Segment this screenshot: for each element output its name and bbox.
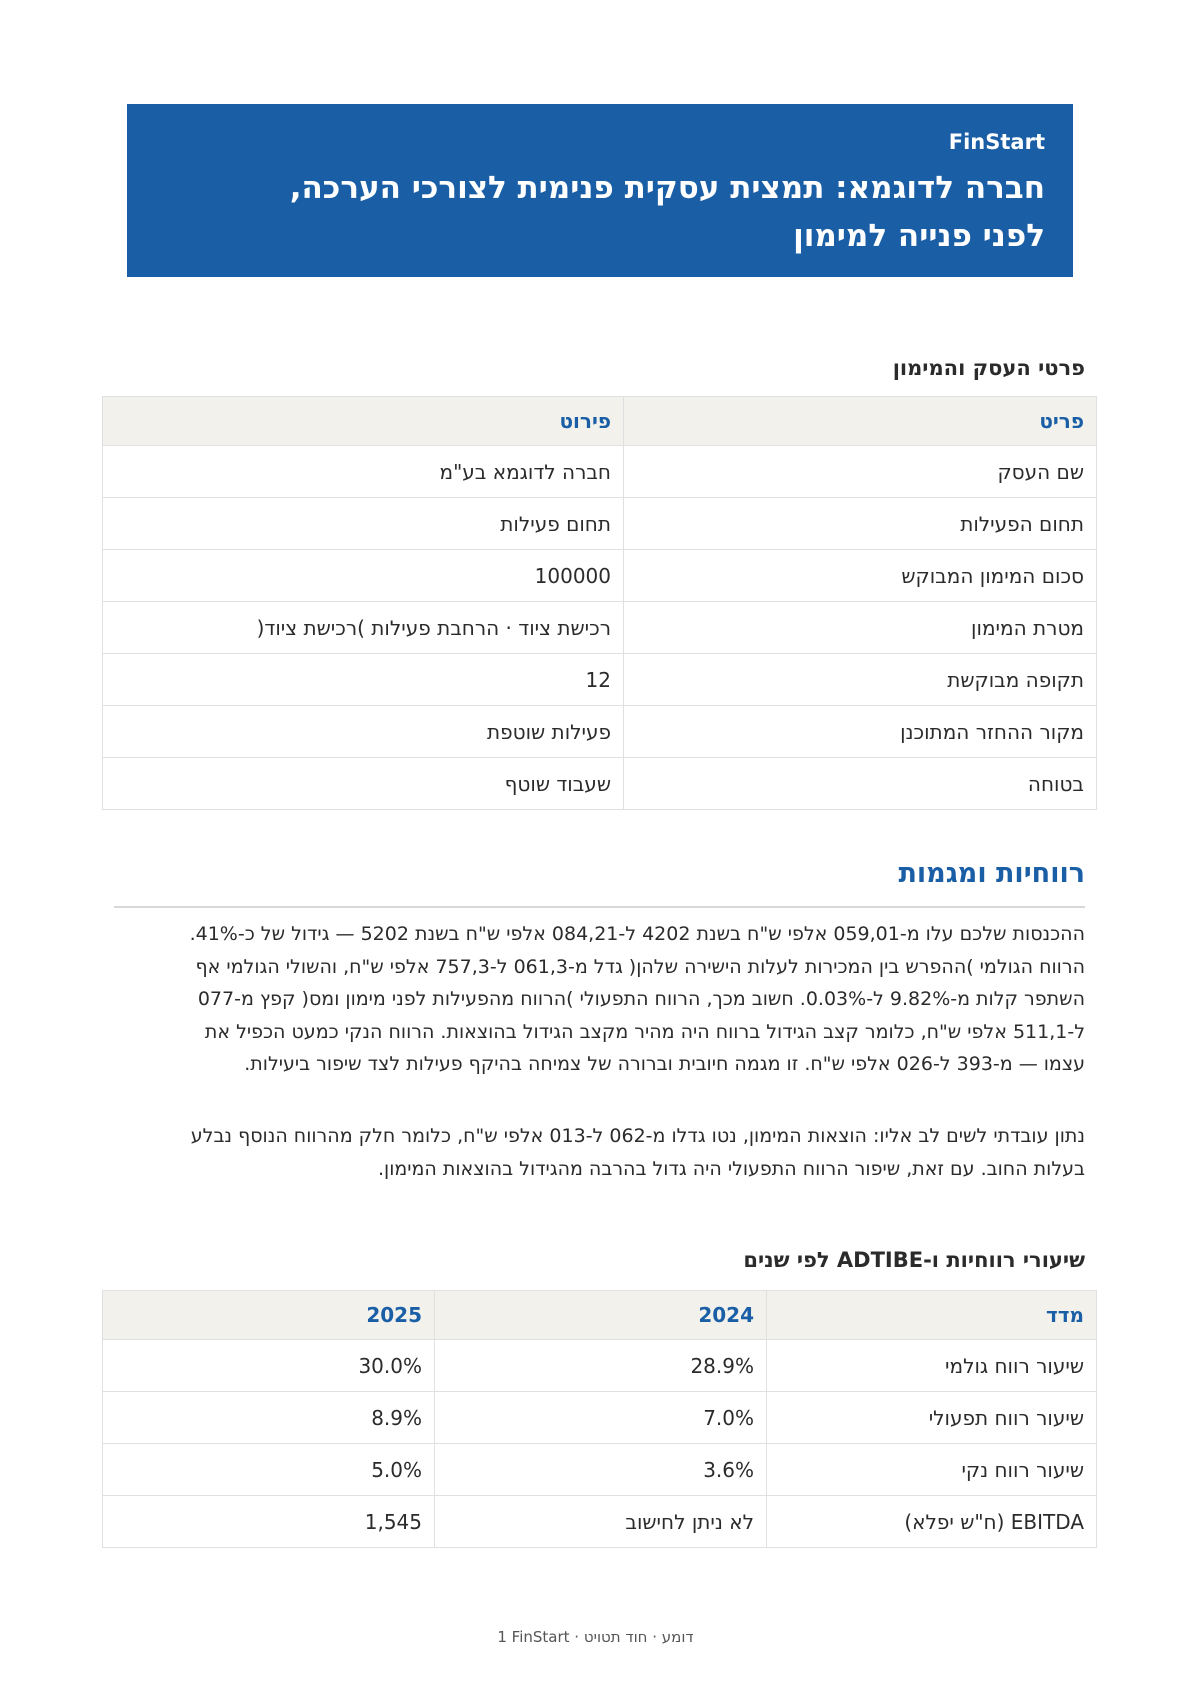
report-title-line-1: חברה לדוגמא: תמצית עסקית פנימית לצורכי הערכה, bbox=[289, 170, 1045, 206]
row-value: פעילות שוטפת bbox=[103, 706, 624, 758]
table-row bbox=[103, 1444, 1097, 1496]
row-value: 12 bbox=[103, 654, 624, 706]
row-label: תקופה מבוקשת bbox=[624, 654, 1097, 706]
business-details-table bbox=[102, 396, 1097, 810]
value-2024: 3.6% bbox=[435, 1444, 767, 1496]
metric-label: שיעור רווח נקי bbox=[767, 1444, 1097, 1496]
table-row bbox=[103, 550, 1097, 602]
row-label: סכום המימון המבוקש bbox=[624, 550, 1097, 602]
row-value: 100000 bbox=[103, 550, 624, 602]
row-label: תחום הפעילות bbox=[624, 498, 1097, 550]
profitability-rates-title: שיעורי רווחיות ו-ADTIBE לפי שנים bbox=[743, 1248, 1085, 1272]
row-label: מטרת המימון bbox=[624, 602, 1097, 654]
brand-name: FinStart bbox=[948, 130, 1045, 154]
profitability-paragraph-1: ההכנסות שלכם עלו מ-059,01 אלפי ש"ח בשנת 4202 ל-084,21 אלפי ש"ח בשנת 5202 — גידול של כ-41%. הרווח הגולמי )ההפרש בין המכירות לעלות הישירה שלהן( גדל מ-061,3 ל-757,3 אלפי ש"ח, והשולי הגולמי אף השתפר קלות מ-9.82% ל-0.03%. חשוב מכך, הרווח התפעולי )הרווח מהפעילות לפני מימון ומס( קפץ מ-077 ל-511,1 אלפי ש"ח, כלומר קצב הגידול ברווח היה מהיר מקצב הגידול בהוצאות. הרווח הנקי כמעט הכפיל את עצמו — מ-393 ל-026 אלפי ש"ח. זו מגמה חיובית וברורה של צמיחה בהיקף פעילות לצד שיפור ביעילות. bbox=[189, 923, 1085, 1075]
column-header-2025: 2025 bbox=[103, 1291, 435, 1340]
page-footer: 1 FinStart · דומע · חוד תטויט bbox=[497, 1628, 694, 1646]
table-row bbox=[103, 1392, 1097, 1444]
table-row bbox=[103, 654, 1097, 706]
value-2025: 30.0% bbox=[103, 1340, 435, 1392]
section-divider bbox=[114, 906, 1085, 908]
column-header-metric: מדד bbox=[767, 1291, 1097, 1340]
row-label: שם העסק bbox=[624, 446, 1097, 498]
table-header-row bbox=[103, 397, 1097, 446]
value-2024: 7.0% bbox=[435, 1392, 767, 1444]
value-2025: 8.9% bbox=[103, 1392, 435, 1444]
table-row bbox=[103, 1496, 1097, 1548]
column-header-2024: 2024 bbox=[435, 1291, 767, 1340]
table-row bbox=[103, 706, 1097, 758]
table-row bbox=[103, 602, 1097, 654]
row-label: מקור ההחזר המתוכנן bbox=[624, 706, 1097, 758]
value-2025: 5.0% bbox=[103, 1444, 435, 1496]
row-value: חברה לדוגמא בע"מ bbox=[103, 446, 624, 498]
table-header-row bbox=[103, 1291, 1097, 1340]
row-value: רכישת ציוד · הרחבת פעילות )רכישת ציוד( bbox=[103, 602, 624, 654]
row-label: בטוחה bbox=[624, 758, 1097, 810]
metric-label: שיעור רווח גולמי bbox=[767, 1340, 1097, 1392]
metric-label: EBITDA (ח"ש יפלא) bbox=[767, 1496, 1097, 1548]
value-2024: לא ניתן לחישוב bbox=[435, 1496, 767, 1548]
value-2025: 1,545 bbox=[103, 1496, 435, 1548]
table-row bbox=[103, 446, 1097, 498]
row-value: שעבוד שוטף bbox=[103, 758, 624, 810]
profitability-rates-table bbox=[102, 1290, 1097, 1548]
column-header-detail: פירוט bbox=[103, 397, 624, 446]
table-row bbox=[103, 498, 1097, 550]
column-header-item: פריט bbox=[624, 397, 1097, 446]
row-value: תחום פעילות bbox=[103, 498, 624, 550]
business-details-title: פרטי העסק והמימון bbox=[892, 356, 1085, 380]
report-title-line-2: לפני פנייה למימון bbox=[793, 218, 1045, 254]
metric-label: שיעור רווח תפעולי bbox=[767, 1392, 1097, 1444]
value-2024: 28.9% bbox=[435, 1340, 767, 1392]
table-row bbox=[103, 1340, 1097, 1392]
profitability-title: רווחיות ומגמות bbox=[898, 858, 1085, 889]
profitability-paragraph-2: נתון עובדתי לשים לב אליו: הוצאות המימון, נטו גדלו מ-062 ל-013 אלפי ש"ח, כלומר חלק מהרווח הנוסף נבלע בעלות החוב. עם זאת, שיפור הרווח התפעולי היה גדול בהרבה מהגידול בהוצאות המימון. bbox=[190, 1125, 1085, 1180]
report-title bbox=[155, 164, 1045, 260]
report-header bbox=[127, 104, 1073, 277]
table-row bbox=[103, 758, 1097, 810]
